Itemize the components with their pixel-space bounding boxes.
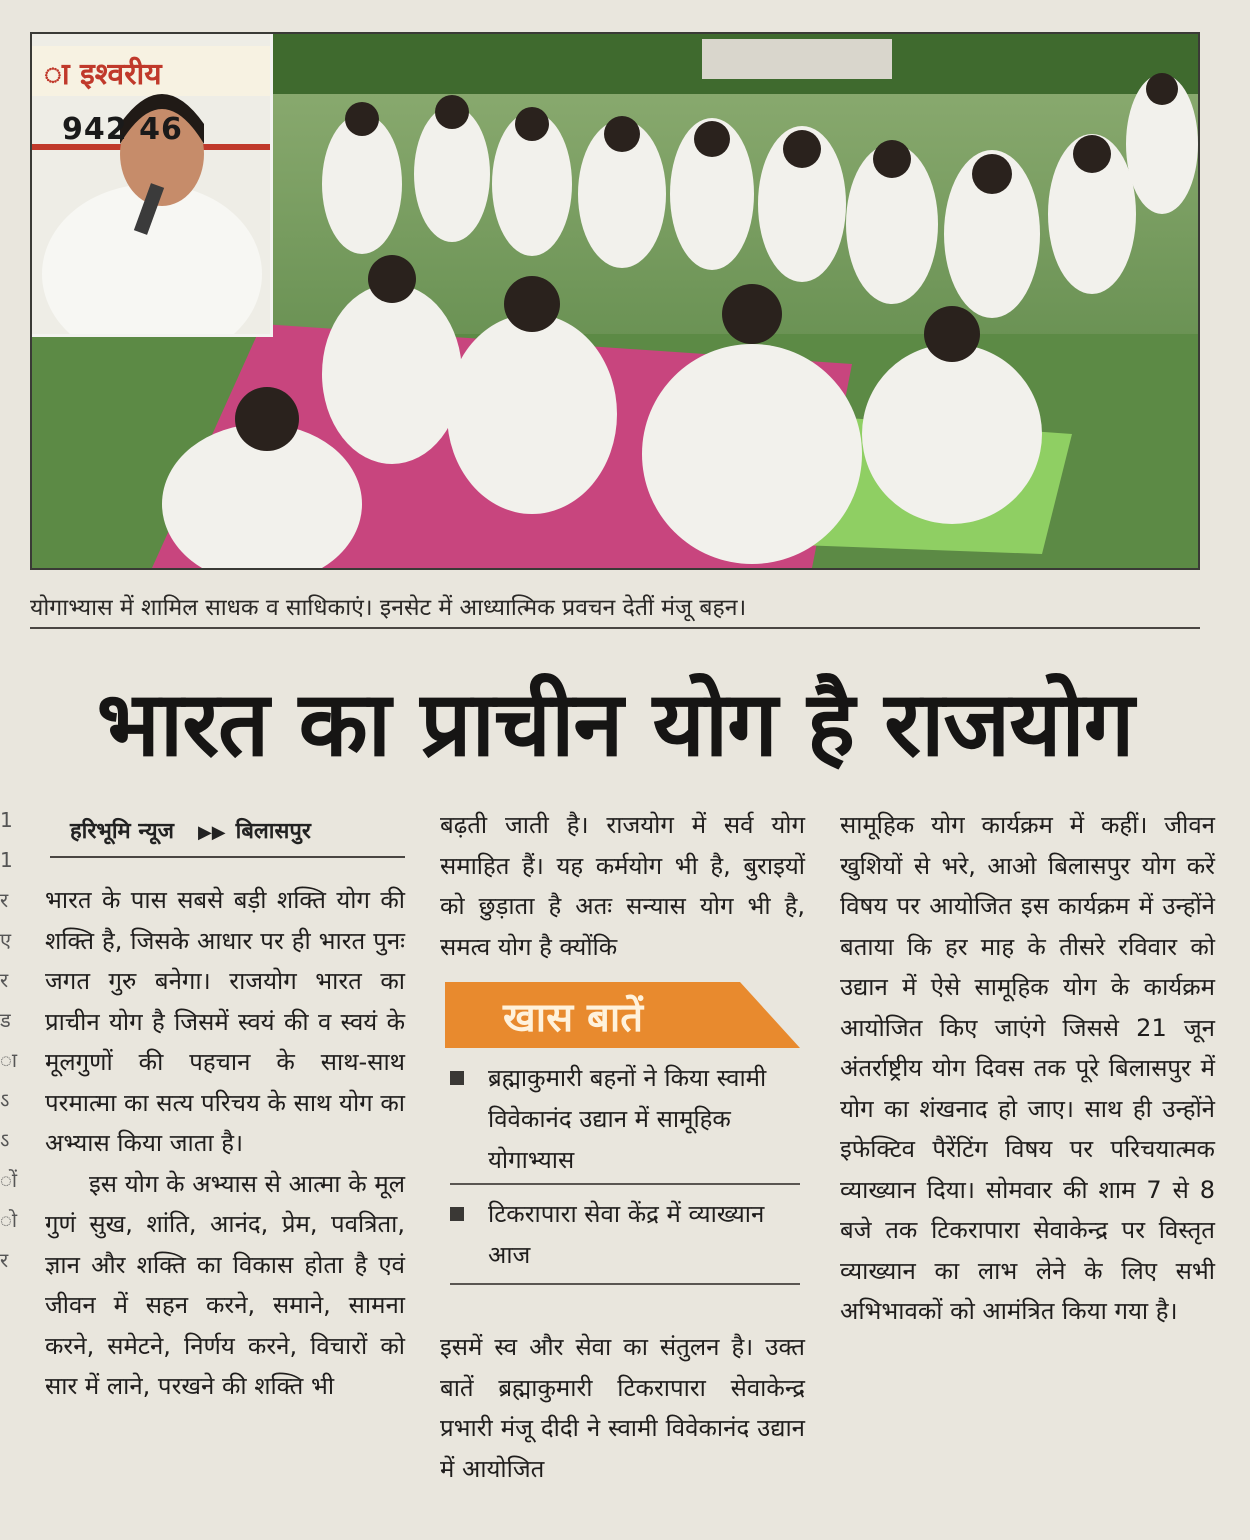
inset-banner-text: ा इश्वरीय [44,57,162,92]
header-notch [740,982,800,1048]
highlight-text: टिकरापारा सेवा केंद्र में व्याख्यान आज [488,1200,765,1269]
highlight-rule [450,1283,800,1285]
byline-rule [50,856,405,858]
fragment: 1 [0,808,13,832]
square-bullet-icon [450,1207,464,1221]
article-column-3 [840,805,1215,1332]
headline: भारत का प्राचीन योग है राजयोग [96,672,1134,777]
cropped-adjacent-column [0,800,18,1500]
fragment: 1 [0,848,13,872]
byline [70,815,311,845]
fragment: र [0,968,9,992]
paragraph: इसमें स्व और सेवा का संतुलन है। उक्त बातें ब्रह्माकुमारी टिकरापारा सेवाकेन्द्र प्रभारी मंजू दीदी ने स्वामी विवेकानंद उद्यान में आयोजित [440,1333,805,1483]
fragment: ों [0,1168,18,1192]
background-sign [702,39,892,79]
byline-arrow-icon: ▶▶ [197,822,226,843]
caption-rule [30,627,1200,629]
fragment: ा [0,1048,18,1072]
inset-photo [32,34,273,337]
article-column-1 [45,880,405,1407]
byline-place: बिलासपुर [235,819,311,844]
byline-source: हरिभूमि न्यूज [70,819,174,844]
highlight-item [450,1058,800,1181]
fragment: र [0,888,9,912]
highlight-rule [450,1183,800,1185]
fragment: ऽ [0,1128,10,1152]
highlight-item [450,1194,800,1276]
fragment: र [0,1248,9,1272]
news-photo [30,32,1200,570]
square-bullet-icon [450,1071,464,1085]
fragment: ऽ [0,1088,10,1112]
highlights-title: खास बातें [503,995,644,1041]
paragraph: इस योग के अभ्यास से आत्मा के मूल गुणं सुख, शांति, आनंद, प्रेम, पवत्रिता, ज्ञान और शक्ति का विकास होता है एवं जीवन में सहन करने, समाने, सामना करने, समेटने, निर्णय करने, विचारों को सार में लाने, परखने की शक्ति भी [45,1169,405,1400]
paragraph: सामूहिक योग कार्यक्रम में कहीं। जीवन खुशियों से भरे, आओ बिलासपुर योग करें विषय पर आयोजित इस कार्यक्रम में उन्होंने बताया कि हर माह के तीसरे रविवार को उद्यान में ऐसे सामूहिक योग के कार्यक्रम आयोजित किए जाएंगे जिससे 21 जून अंतर्राष्ट्रीय योग दिवस तक पूरे बिलासपुर में योग का शंखनाद हो जाए। साथ ही उन्होंने इफेक्टिव पैरेंटिंग विषय पर परिचयात्मक व्याख्यान दिया। सोमवार की शाम 7 से 8 बजे तक टिकरापारा सेवाकेन्द्र पर विस्तृत व्याख्यान का लाभ लेने के लिए सभी अभिभावकों को आमंत्रित किया गया है। [840,811,1215,1325]
fragment: ड [0,1008,11,1032]
article-column-2-bottom [440,1327,805,1489]
fragment: ो [0,1208,18,1232]
paragraph: भारत के पास सबसे बड़ी शक्ति योग की शक्ति है, जिसके आधार पर ही भारत पुनः जगत गुरु बनेगा। राजयोग भारत का प्राचीन योग है जिसमें स्वयं की व स्वयं के मूलगुणों की पहचान के साथ-साथ परमात्मा का सत्य परिचय के साथ योग का अभ्यास किया जाता है। [45,886,405,1157]
paragraph: बढ़ती जाती है। राजयोग में सर्व योग समाहित हैं। यह कर्मयोग भी है, बुराइयों को छुड़ाता है अतः सन्यास योग भी है, समत्व योग है क्योंकि [440,811,805,961]
article-column-2-top [440,805,805,967]
photo-caption: योगाभ्यास में शामिल साधक व साधिकाएं। इनसेट में आध्यात्मिक प्रवचन देतीं मंजू बहन। [30,595,747,621]
highlight-text: ब्रह्माकुमारी बहनों ने किया स्वामी विवेकानंद उद्यान में सामूहिक योगाभ्यास [488,1064,767,1174]
fragment: ए [0,928,12,952]
inset-banner-number: 942 46 [62,112,183,147]
highlights-box-header [445,982,800,1048]
